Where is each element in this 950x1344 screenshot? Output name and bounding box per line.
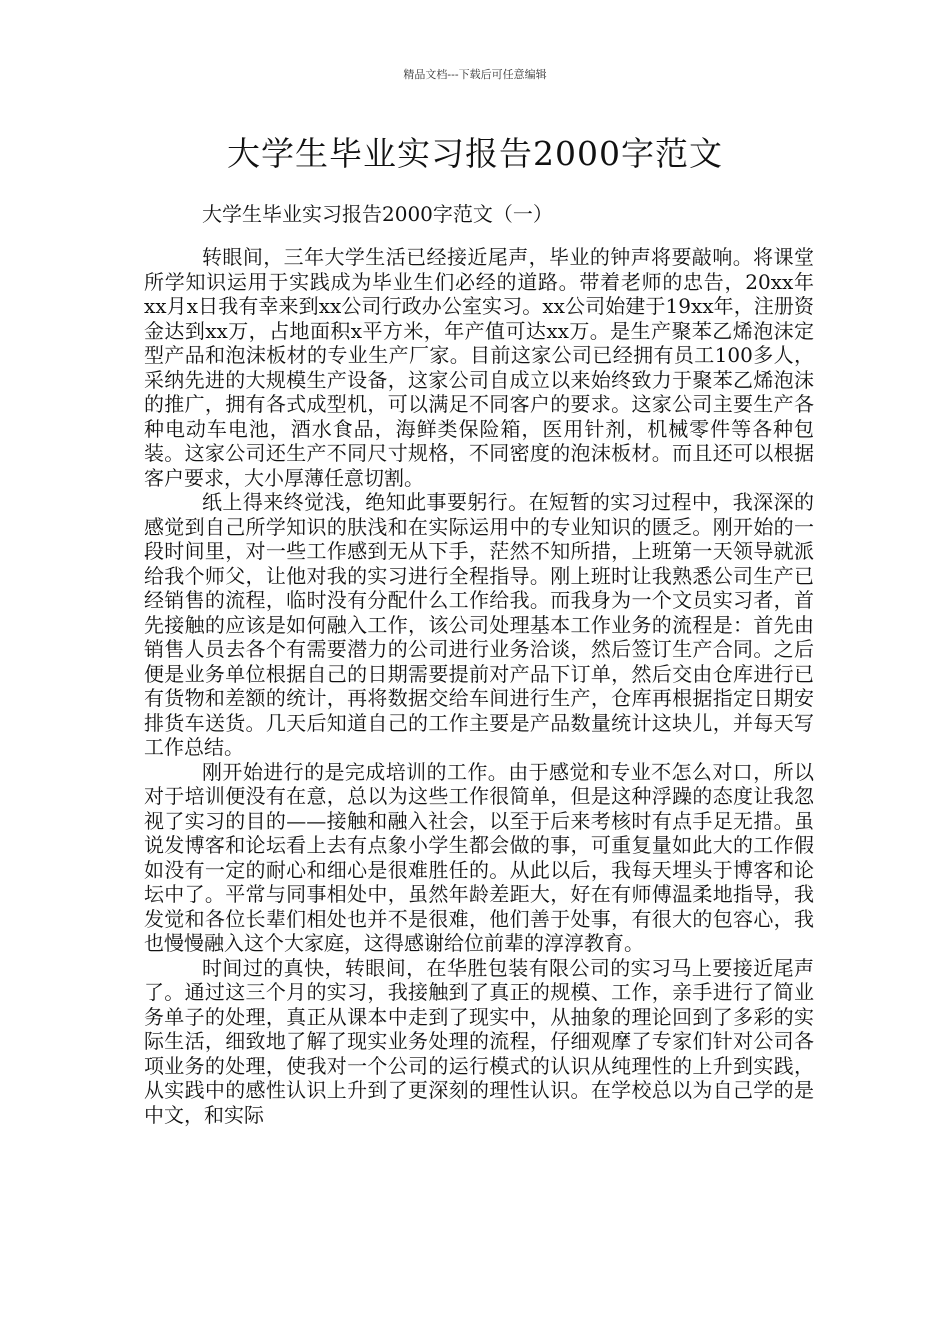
document-body xyxy=(144,245,814,1127)
body-paragraph: 转眼间，三年大学生活已经接近尾声，毕业的钟声将要敲响。将课堂所学知识运用于实践成为毕业生们必经的道路。带着老师的忠告，20xx年xx月x日我有幸来到xx公司行政办公室实习。xx公司始建于19xx年，注册资金达到xx万，占地面积x平方米，年产值可达xx万。是生产聚苯乙烯泡沫定型产品和泡沫板材的专业生产厂家。目前这家公司已经拥有员工100多人，采纳先进的大规模生产设备，这家公司自成立以来始终致力于聚苯乙烯泡沫的推广，拥有各式成型机，可以满足不同客户的要求。这家公司主要生产各种电动车电池，酒水食品，海鲜类保险箱，医用针剂，机械零件等各种包装。这家公司还生产不同尺寸规格，不同密度的泡沫板材。而且还可以根据客户要求，大小厚薄任意切割。 xyxy=(144,245,814,490)
document-title: 大学生毕业实习报告2000字范文 xyxy=(227,134,723,173)
document-subtitle: 大学生毕业实习报告2000字范文（一） xyxy=(202,202,553,226)
body-paragraph: 刚开始进行的是完成培训的工作。由于感觉和专业不怎么对口，所以对于培训便没有在意，总以为这些工作很简单，但是这种浮躁的态度让我忽视了实习的目的——接触和融入社会，以至于后来考核时有点手足无措。虽说发博客和论坛看上去有点象小学生都会做的事，可重复量如此大的工作假如没有一定的耐心和细心是很难胜任的。从此以后，我每天埋头于博客和论坛中了。平常与同事相处中，虽然年龄差距大，好在有师傅温柔地指导，我发觉和各位长辈们相处也并不是很难，他们善于处事，有很大的包容心，我也慢慢融入这个大家庭，这得感谢给位前辈的淳淳教育。 xyxy=(144,759,814,955)
body-paragraph: 纸上得来终觉浅，绝知此事要躬行。在短暂的实习过程中，我深深的感觉到自己所学知识的肤浅和在实际运用中的专业知识的匮乏。刚开始的一段时间里，对一些工作感到无从下手，茫然不知所措，上班第一天领导就派给我个师父，让他对我的实习进行全程指导。刚上班时让我熟悉公司生产已经销售的流程，临时没有分配什么工作给我。而我身为一个文员实习者，首先接触的应该是如何融入工作，该公司处理基本工作业务的流程是：首先由销售人员去各个有需要潜力的公司进行业务洽谈，然后签订生产合同。之后便是业务单位根据自己的日期需要提前对产品下订单，然后交由仓库进行已有货物和差额的统计，再将数据交给车间进行生产，仓库再根据指定日期安排货车送货。几天后知道自己的工作主要是产品数量统计这块儿，并每天写工作总结。 xyxy=(144,490,814,759)
page-header-note: 精品文档---下载后可任意编辑 xyxy=(403,68,547,81)
body-paragraph: 时间过的真快，转眼间，在华胜包装有限公司的实习马上要接近尾声了。通过这三个月的实习，我接触到了真正的规模、工作，亲手进行了简业务单子的处理，真正从课本中走到了现实中，从抽象的理论回到了多彩的实际生活，细致地了解了现实业务处理的流程，仔细观摩了专家们针对公司各项业务的处理，使我对一个公司的运行模式的认识从纯理性的上升到实践，从实践中的感性认识上升到了更深刻的理性认识。在学校总以为自己学的是中文，和实际 xyxy=(144,955,814,1127)
